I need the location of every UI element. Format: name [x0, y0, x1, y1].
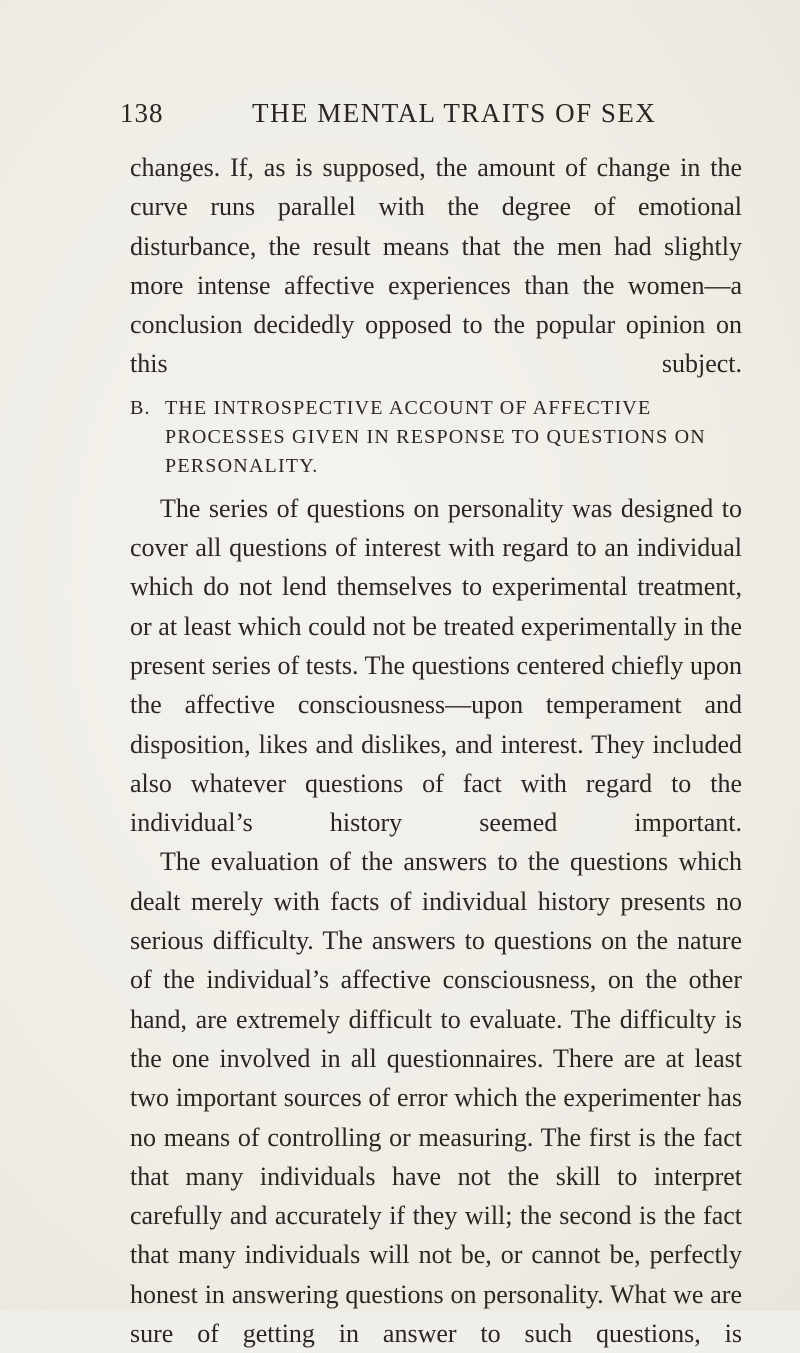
paragraph-personality-questions: The series of questions on personality was designed to cover all questions of interest with regard to an individual which do not lend themselves to experimental treatment, or at least which could not be treated experimentally in the present series of tests. The questions centered chiefly upon the affective consciousness—upon temperament and disposition, likes and dislikes, and interest. They included also whatever questions of fact with regard to the individual’s history seemed important. [130, 493, 742, 838]
paragraph-evaluation: The evaluation of the answers to the questions which dealt merely with facts of individual history presents no serious difficulty. The answers to questions on the nature of the individual’s affective consciousness, on the other hand, are extremely difficult to evaluate. The difficulty is the one involved in all questionnaires. There are at least two important sources of error which the experimenter has no means of controlling or measuring. The first is the fact that many individuals have not the skill to interpret carefully and accurately if they will; the second is the fact that many individuals will not be, or cannot be, perfectly honest in answering questions on personality. What we are sure of getting in answer to such questions, is [130, 847, 742, 1349]
page-number: 138 [120, 98, 164, 128]
paragraph-continued: changes. If, as is supposed, the amount of change in the curve runs parallel with the degree of emotional disturbance, the result means that the men had slightly more intense affective experiences than the women—a conclusion decidedly opposed to the popular opinion on this subject. [130, 153, 742, 379]
section-letter: B. [130, 396, 151, 419]
section-title: THE INTROSPECTIVE ACCOUNT OF AFFECTIVE PROCESSES GIVEN IN RESPONSE TO QUESTIONS ON PERSONALITY. [165, 396, 706, 477]
running-head [120, 98, 740, 138]
body-text [130, 148, 742, 1353]
book-title: THE MENTAL TRAITS OF SEX [252, 98, 657, 128]
section-heading [130, 394, 742, 481]
